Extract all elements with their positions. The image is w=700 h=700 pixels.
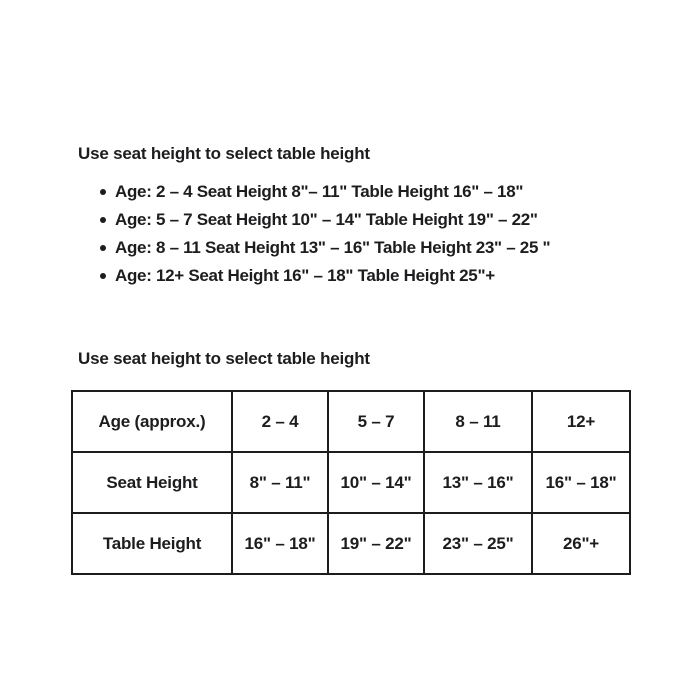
table-row-age bbox=[72, 391, 630, 452]
table-row-table-height bbox=[72, 513, 630, 574]
table-row-seat-height bbox=[72, 452, 630, 513]
table-cell: 5 – 7 bbox=[328, 391, 424, 452]
table-cell: 26"+ bbox=[532, 513, 630, 574]
list-item-text: Age: 12+ Seat Height 16" – 18" Table Height 25"+ bbox=[115, 266, 495, 285]
list-item-text: Age: 8 – 11 Seat Height 13" – 16" Table Height 23" – 25 " bbox=[115, 238, 551, 257]
table-cell: 19" – 22" bbox=[328, 513, 424, 574]
size-table bbox=[71, 390, 631, 575]
bullet-icon bbox=[100, 217, 106, 223]
table-cell: 23" – 25" bbox=[424, 513, 532, 574]
bullet-icon bbox=[100, 273, 106, 279]
list-section-heading: Use seat height to select table height bbox=[78, 144, 370, 163]
bullet-icon bbox=[100, 245, 106, 251]
bullet-icon bbox=[100, 189, 106, 195]
table-cell: 13" – 16" bbox=[424, 452, 532, 513]
table-cell: 8 – 11 bbox=[424, 391, 532, 452]
list-item bbox=[100, 234, 550, 262]
table-cell: 16" – 18" bbox=[232, 513, 328, 574]
table-cell: 16" – 18" bbox=[532, 452, 630, 513]
table-cell-age-label: Age (approx.) bbox=[72, 391, 232, 452]
list-item bbox=[100, 206, 550, 234]
table-cell: 10" – 14" bbox=[328, 452, 424, 513]
list-item-text: Age: 2 – 4 Seat Height 8"– 11" Table Height 16" – 18" bbox=[115, 182, 524, 201]
table-cell-table-label: Table Height bbox=[72, 513, 232, 574]
table-cell-seat-label: Seat Height bbox=[72, 452, 232, 513]
table-cell: 12+ bbox=[532, 391, 630, 452]
table-cell: 2 – 4 bbox=[232, 391, 328, 452]
list-item-text: Age: 5 – 7 Seat Height 10" – 14" Table Height 19" – 22" bbox=[115, 210, 538, 229]
table-section-heading: Use seat height to select table height bbox=[78, 349, 370, 368]
list-item bbox=[100, 262, 550, 290]
bullet-list bbox=[100, 178, 550, 290]
table-cell: 8" – 11" bbox=[232, 452, 328, 513]
list-item bbox=[100, 178, 550, 206]
